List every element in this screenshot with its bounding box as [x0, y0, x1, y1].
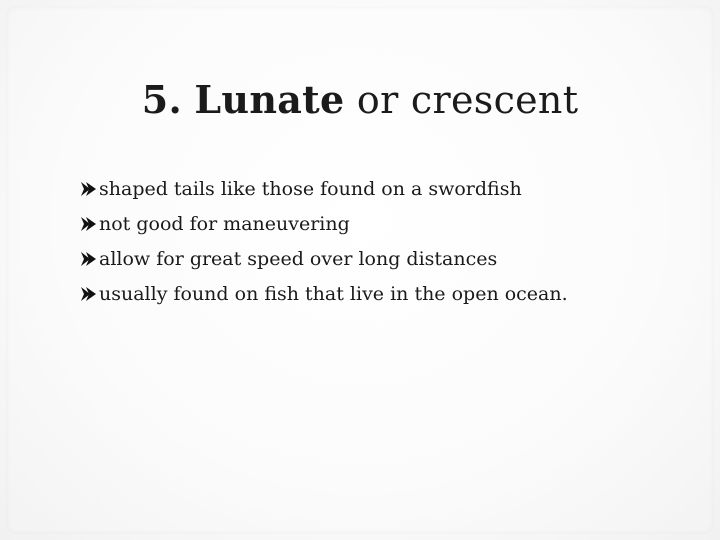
slide-title [6, 74, 714, 126]
bullet-text: not good for maneuvering [99, 212, 350, 235]
bullet-item [80, 241, 568, 276]
bullet-text: usually found on fish that live in the open ocean. [99, 282, 568, 305]
bullet-text: allow for great speed over long distances [99, 247, 498, 270]
arrow-bullet-icon [80, 285, 98, 303]
arrow-bullet-icon [80, 215, 98, 233]
bullet-text: shaped tails like those found on a swordfish [99, 177, 522, 200]
bullet-list [80, 171, 568, 311]
title-number: 5. [141, 77, 182, 122]
title-bold-word: Lunate [194, 77, 345, 122]
bullet-item [80, 206, 568, 241]
arrow-bullet-icon [80, 180, 98, 198]
arrow-bullet-icon [80, 250, 98, 268]
bullet-item [80, 171, 568, 206]
title-rest: or crescent [356, 78, 579, 122]
slide-background [6, 6, 714, 534]
bullet-item [80, 276, 568, 311]
